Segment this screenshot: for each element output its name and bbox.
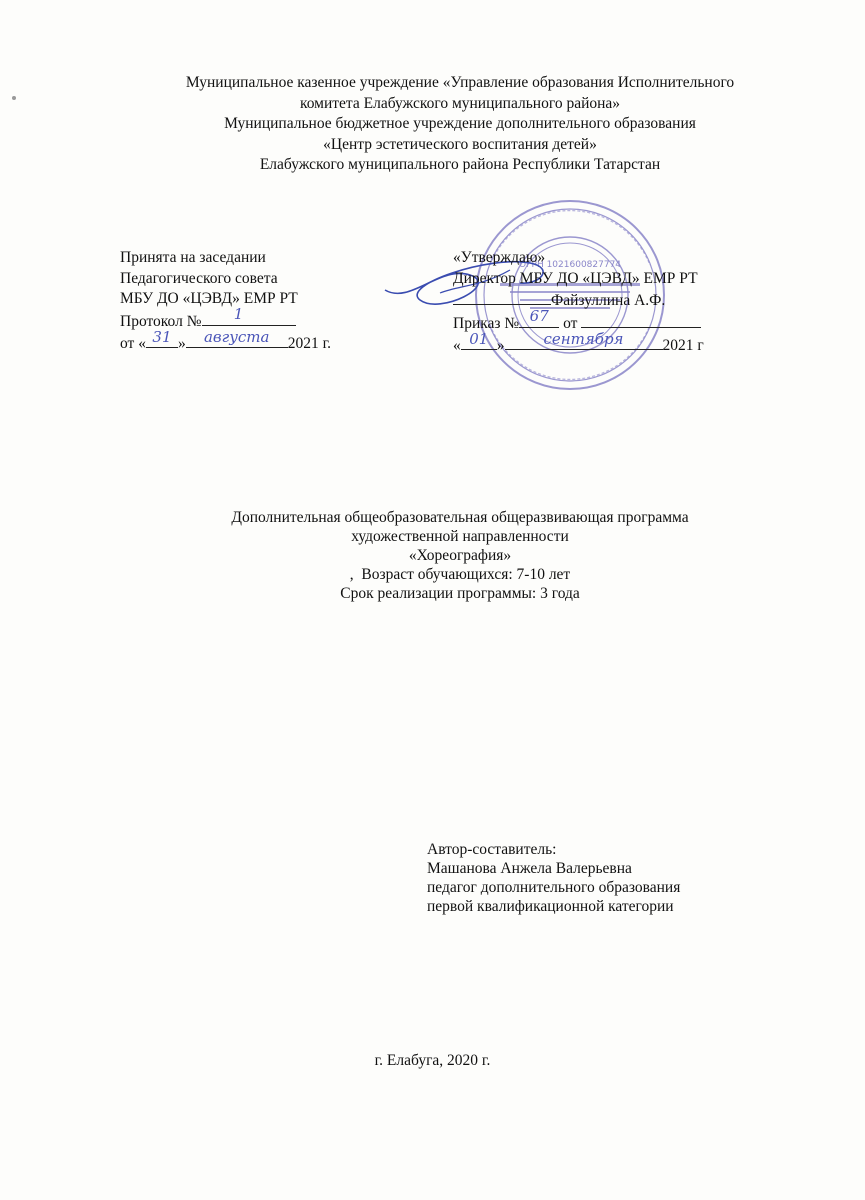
council-day: 31 <box>152 327 172 346</box>
protocol-number-blank <box>202 305 296 326</box>
protocol-label: Протокол № <box>120 312 202 330</box>
director-signature-blank <box>453 289 551 305</box>
author-position: педагог дополнительного образования <box>427 879 681 896</box>
council-month-blank <box>186 327 288 348</box>
approval-right-block <box>453 248 753 357</box>
author-block <box>427 840 747 916</box>
approval-left-block <box>120 248 380 355</box>
author-category: первой квалификационной категории <box>427 898 674 915</box>
program-age-mark: , <box>349 566 354 583</box>
council-month: августа <box>203 327 270 346</box>
approval-right-line-2: Директор МБУ ДО «ЦЭВД» ЕМР РТ <box>453 269 698 287</box>
order-month-blank <box>505 329 663 350</box>
order-day-blank <box>461 329 497 350</box>
council-day-blank <box>146 327 178 348</box>
header-line-2: комитета Елабужского муниципального района» <box>299 94 621 112</box>
order-day: 01 <box>469 329 489 348</box>
protocol-number: 1 <box>233 305 244 323</box>
program-title-block <box>150 508 770 603</box>
director-line <box>453 289 753 312</box>
program-line-1: Дополнительная общеобразовательная общеразвивающая программа <box>231 509 689 526</box>
author-name: Машанова Анжела Валерьевна <box>427 860 632 877</box>
organization-header <box>100 73 820 176</box>
order-label: Приказ № <box>453 314 520 332</box>
order-number: 67 <box>529 307 549 325</box>
order-date-blank <box>581 312 701 328</box>
stamp-ogrn: ОГРН 1021600827774 <box>518 260 622 270</box>
header-line-4: «Центр эстетического воспитания детей» <box>323 135 597 153</box>
author-label: Автор-составитель: <box>427 841 557 858</box>
order-number-blank <box>519 307 559 328</box>
order-month: сентября <box>543 329 624 348</box>
program-line-5: Срок реализации программы: 3 года <box>340 585 580 602</box>
council-date-mid: » <box>177 335 186 352</box>
order-year: 2021 г <box>662 337 704 354</box>
director-name: Файзуллина А.Ф. <box>551 292 666 309</box>
council-date-line <box>120 327 380 355</box>
approval-left-line-1: Принята на заседании <box>120 249 266 266</box>
council-date-prefix: от « <box>120 335 146 352</box>
approval-left-line-2: Педагогического совета <box>120 269 278 287</box>
order-date-prefix: « <box>453 337 461 354</box>
approval-right-line-1: «Утверждаю» <box>453 249 546 266</box>
program-line-3: «Хореография» <box>408 547 512 564</box>
scan-speck <box>12 96 16 100</box>
program-age: Возраст обучающихся: 7-10 лет <box>361 566 571 583</box>
council-year: 2021 г. <box>287 335 332 352</box>
header-line-3: Муниципальное бюджетное учреждение дополнительного образования <box>224 115 696 132</box>
header-line-1: Муниципальное казенное учреждение «Управление образования Исполнительного <box>185 74 735 91</box>
header-line-5: Елабужского муниципального района Республики Татарстан <box>259 156 661 173</box>
order-from: от <box>563 314 578 332</box>
approval-left-line-3: МБУ ДО «ЦЭВД» ЕМР РТ <box>120 290 298 307</box>
order-date-line <box>453 329 753 357</box>
program-age-line <box>150 565 770 584</box>
order-date-mid: » <box>496 337 505 354</box>
program-line-2: художественной направленности <box>351 528 569 545</box>
footer-place-year: г. Елабуга, 2020 г. <box>374 1052 491 1069</box>
